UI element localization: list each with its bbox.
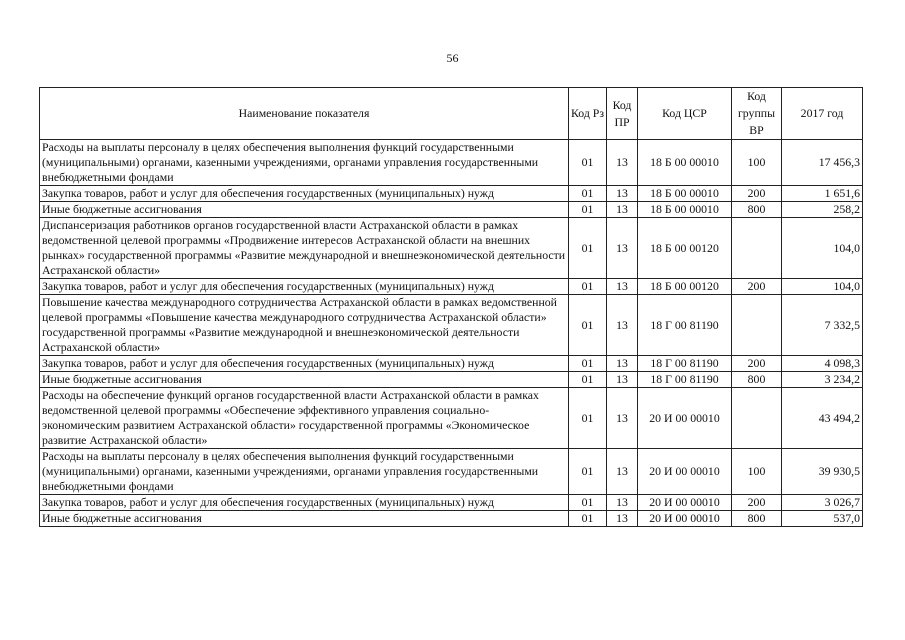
table-row <box>40 356 863 372</box>
table-row <box>40 372 863 388</box>
row-csr: 18 Б 00 00010 <box>638 186 732 202</box>
row-value: 537,0 <box>782 511 863 527</box>
table-row <box>40 511 863 527</box>
row-name: Расходы на обеспечение функций органов государственной власти Астраханской области в рамках ведомственной целевой программы «Обеспечение эффективного управления социально-экономическим развитием Астраханской области» государственной программы «Экономическое развитие Астраханской области» <box>40 388 569 449</box>
row-vr: 200 <box>732 279 782 295</box>
row-pr: 13 <box>607 186 638 202</box>
row-csr: 20 И 00 00010 <box>638 449 732 495</box>
table-row <box>40 202 863 218</box>
row-value: 3 234,2 <box>782 372 863 388</box>
row-pr: 13 <box>607 202 638 218</box>
page-number: 56 <box>446 51 459 65</box>
row-csr: 18 Б 00 00010 <box>638 140 732 186</box>
row-pr: 13 <box>607 388 638 449</box>
table-row <box>40 295 863 356</box>
table-row <box>40 186 863 202</box>
row-rz: 01 <box>569 495 607 511</box>
row-csr: 18 Г 00 81190 <box>638 356 732 372</box>
row-vr: 100 <box>732 140 782 186</box>
row-pr: 13 <box>607 295 638 356</box>
row-name: Закупка товаров, работ и услуг для обеспечения государственных (муниципальных) нужд <box>40 356 569 372</box>
row-vr <box>732 295 782 356</box>
row-rz: 01 <box>569 295 607 356</box>
row-csr: 20 И 00 00010 <box>638 511 732 527</box>
row-name: Иные бюджетные ассигнования <box>40 202 569 218</box>
row-csr: 18 Б 00 00010 <box>638 202 732 218</box>
row-name: Расходы на выплаты персоналу в целях обеспечения выполнения функций государственными (муниципальными) органами, казенными учреждениями, органами управления государственными внебюджетными фондами <box>40 140 569 186</box>
row-value: 4 098,3 <box>782 356 863 372</box>
row-value: 7 332,5 <box>782 295 863 356</box>
header-pr: Код ПР <box>607 88 638 140</box>
table-row <box>40 388 863 449</box>
row-value: 1 651,6 <box>782 186 863 202</box>
row-vr: 200 <box>732 356 782 372</box>
table-row <box>40 279 863 295</box>
table-row <box>40 218 863 279</box>
row-name: Иные бюджетные ассигнования <box>40 372 569 388</box>
header-year: 2017 год <box>782 88 863 140</box>
header-vr: Код группы ВР <box>732 88 782 140</box>
row-pr: 13 <box>607 218 638 279</box>
row-pr: 13 <box>607 279 638 295</box>
row-name: Закупка товаров, работ и услуг для обеспечения государственных (муниципальных) нужд <box>40 186 569 202</box>
row-vr <box>732 388 782 449</box>
row-rz: 01 <box>569 388 607 449</box>
row-vr: 200 <box>732 186 782 202</box>
row-rz: 01 <box>569 449 607 495</box>
row-csr: 20 И 00 00010 <box>638 388 732 449</box>
row-csr: 20 И 00 00010 <box>638 495 732 511</box>
row-rz: 01 <box>569 372 607 388</box>
row-name: Закупка товаров, работ и услуг для обеспечения государственных (муниципальных) нужд <box>40 495 569 511</box>
header-name: Наименование показателя <box>40 88 569 140</box>
row-vr <box>732 218 782 279</box>
row-vr: 200 <box>732 495 782 511</box>
row-value: 3 026,7 <box>782 495 863 511</box>
row-pr: 13 <box>607 495 638 511</box>
header-rz: Код Рз <box>569 88 607 140</box>
row-name: Закупка товаров, работ и услуг для обеспечения государственных (муниципальных) нужд <box>40 279 569 295</box>
row-vr: 100 <box>732 449 782 495</box>
row-value: 43 494,2 <box>782 388 863 449</box>
row-csr: 18 Б 00 00120 <box>638 218 732 279</box>
table-row <box>40 495 863 511</box>
row-name: Расходы на выплаты персоналу в целях обеспечения выполнения функций государственными (муниципальными) органами, казенными учреждениями, органами управления государственными внебюджетными фондами <box>40 449 569 495</box>
row-pr: 13 <box>607 140 638 186</box>
row-value: 17 456,3 <box>782 140 863 186</box>
header-csr: Код ЦСР <box>638 88 732 140</box>
table-row <box>40 449 863 495</box>
row-csr: 18 Г 00 81190 <box>638 295 732 356</box>
row-rz: 01 <box>569 279 607 295</box>
row-csr: 18 Б 00 00120 <box>638 279 732 295</box>
row-rz: 01 <box>569 356 607 372</box>
row-value: 258,2 <box>782 202 863 218</box>
row-value: 104,0 <box>782 218 863 279</box>
row-vr: 800 <box>732 372 782 388</box>
table-row <box>40 140 863 186</box>
row-name: Иные бюджетные ассигнования <box>40 511 569 527</box>
row-pr: 13 <box>607 372 638 388</box>
row-value: 104,0 <box>782 279 863 295</box>
row-pr: 13 <box>607 511 638 527</box>
row-csr: 18 Г 00 81190 <box>638 372 732 388</box>
row-rz: 01 <box>569 186 607 202</box>
row-rz: 01 <box>569 140 607 186</box>
row-pr: 13 <box>607 449 638 495</box>
header-row <box>40 88 863 140</box>
row-vr: 800 <box>732 511 782 527</box>
row-rz: 01 <box>569 202 607 218</box>
row-name: Повышение качества международного сотрудничества Астраханской области в рамках ведомственной целевой программы «Повышение качества международного сотрудничества Астраханской области» государственной программы «Развитие международной и внешнеэкономической деятельности Астраханской области» <box>40 295 569 356</box>
row-pr: 13 <box>607 356 638 372</box>
row-name: Диспансеризация работников органов государственной власти Астраханской области в рамках ведомственной целевой программы «Продвижение интересов Астраханской области на внешних рынках» государственной программы «Развитие международной и внешнеэкономической деятельности Астраханской области» <box>40 218 569 279</box>
row-vr: 800 <box>732 202 782 218</box>
row-value: 39 930,5 <box>782 449 863 495</box>
row-rz: 01 <box>569 511 607 527</box>
budget-table <box>39 87 863 527</box>
row-rz: 01 <box>569 218 607 279</box>
